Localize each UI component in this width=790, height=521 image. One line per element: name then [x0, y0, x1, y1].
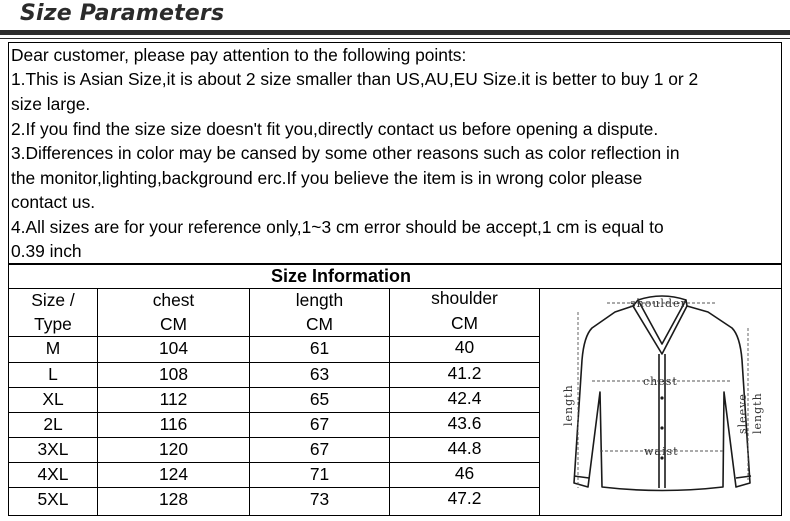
shirt-outline-icon: [574, 296, 751, 491]
cell-chest: 124: [158, 464, 188, 484]
header-length-unit: CM: [305, 314, 334, 334]
label-sleeve: sleeve: [736, 393, 749, 434]
notice-line: 2.If you find the size size doesn't fit you,directly contact us before opening a dispute.: [11, 119, 659, 139]
cell-shoulder: 44.8: [447, 438, 482, 458]
cell-shoulder: 43.6: [447, 413, 482, 433]
header-rule: [0, 30, 790, 35]
cell-chest: 112: [159, 389, 188, 409]
notice-line: 3.Differences in color may be cansed by some other reasons such as color reflection in: [11, 143, 680, 163]
cell-shoulder: 41.2: [447, 363, 482, 383]
label-waist: waist: [644, 445, 679, 458]
cell-chest: 116: [159, 414, 188, 434]
cell-shoulder: 40: [454, 337, 475, 357]
cell-length: 63: [309, 364, 330, 384]
shirt-measurement-diagram: [540, 288, 781, 515]
cell-chest: 104: [158, 338, 188, 358]
header-rule-thin: [0, 38, 790, 39]
notice-line: 1.This is Asian Size,it is about 2 size smaller than US,AU,EU Size.it is better to buy 1 or 2: [11, 69, 699, 89]
cell-length: 67: [309, 439, 330, 459]
cell-shoulder: 46: [454, 463, 475, 483]
notice-line: 0.39 inch: [11, 241, 82, 261]
cell-length: 73: [309, 489, 330, 509]
cell-chest: 128: [158, 489, 188, 509]
notice-line: contact us.: [11, 192, 96, 212]
size-table: [8, 264, 782, 516]
label-length: length: [562, 384, 575, 426]
header-size: Size /: [31, 290, 75, 310]
label-sleeve-length: length: [751, 392, 764, 434]
table-title: Size Information: [270, 266, 411, 286]
header-chest-unit: CM: [159, 314, 188, 334]
cell-length: 61: [309, 338, 330, 358]
cell-size: 5XL: [37, 489, 69, 509]
cell-size: M: [45, 338, 61, 358]
cell-length: 65: [309, 389, 330, 409]
cell-size: 4XL: [37, 464, 69, 484]
notice-box: [8, 42, 782, 264]
header-type: Type: [34, 314, 72, 334]
notice-line: size large.: [11, 94, 91, 114]
cell-size: XL: [42, 389, 64, 409]
cell-length: 67: [309, 414, 330, 434]
cell-shoulder: 47.2: [447, 488, 482, 508]
header-length: length: [295, 290, 344, 310]
notice-line: the monitor,lighting,background erc.If you believe the item is in wrong color please: [11, 168, 643, 188]
label-chest: chest: [643, 375, 678, 388]
header-shoulder-unit: CM: [450, 313, 479, 333]
header-shoulder: shoulder: [431, 288, 498, 308]
cell-size: 2L: [43, 414, 63, 434]
cell-shoulder: 42.4: [447, 388, 482, 408]
notice-line: Dear customer, please pay attention to the following points:: [11, 45, 467, 65]
cell-size: 3XL: [37, 439, 69, 459]
cell-chest: 108: [158, 364, 188, 384]
cell-chest: 120: [158, 439, 188, 459]
notice-line: 4.All sizes are for your reference only,1~3 cm error should be accept,1 cm is equal to: [11, 217, 664, 237]
cell-size: L: [48, 364, 58, 384]
cell-length: 71: [309, 464, 330, 484]
page-title: Size Parameters: [20, 1, 225, 26]
label-shoulder: shoulder: [630, 297, 687, 310]
header-chest: chest: [152, 290, 195, 310]
